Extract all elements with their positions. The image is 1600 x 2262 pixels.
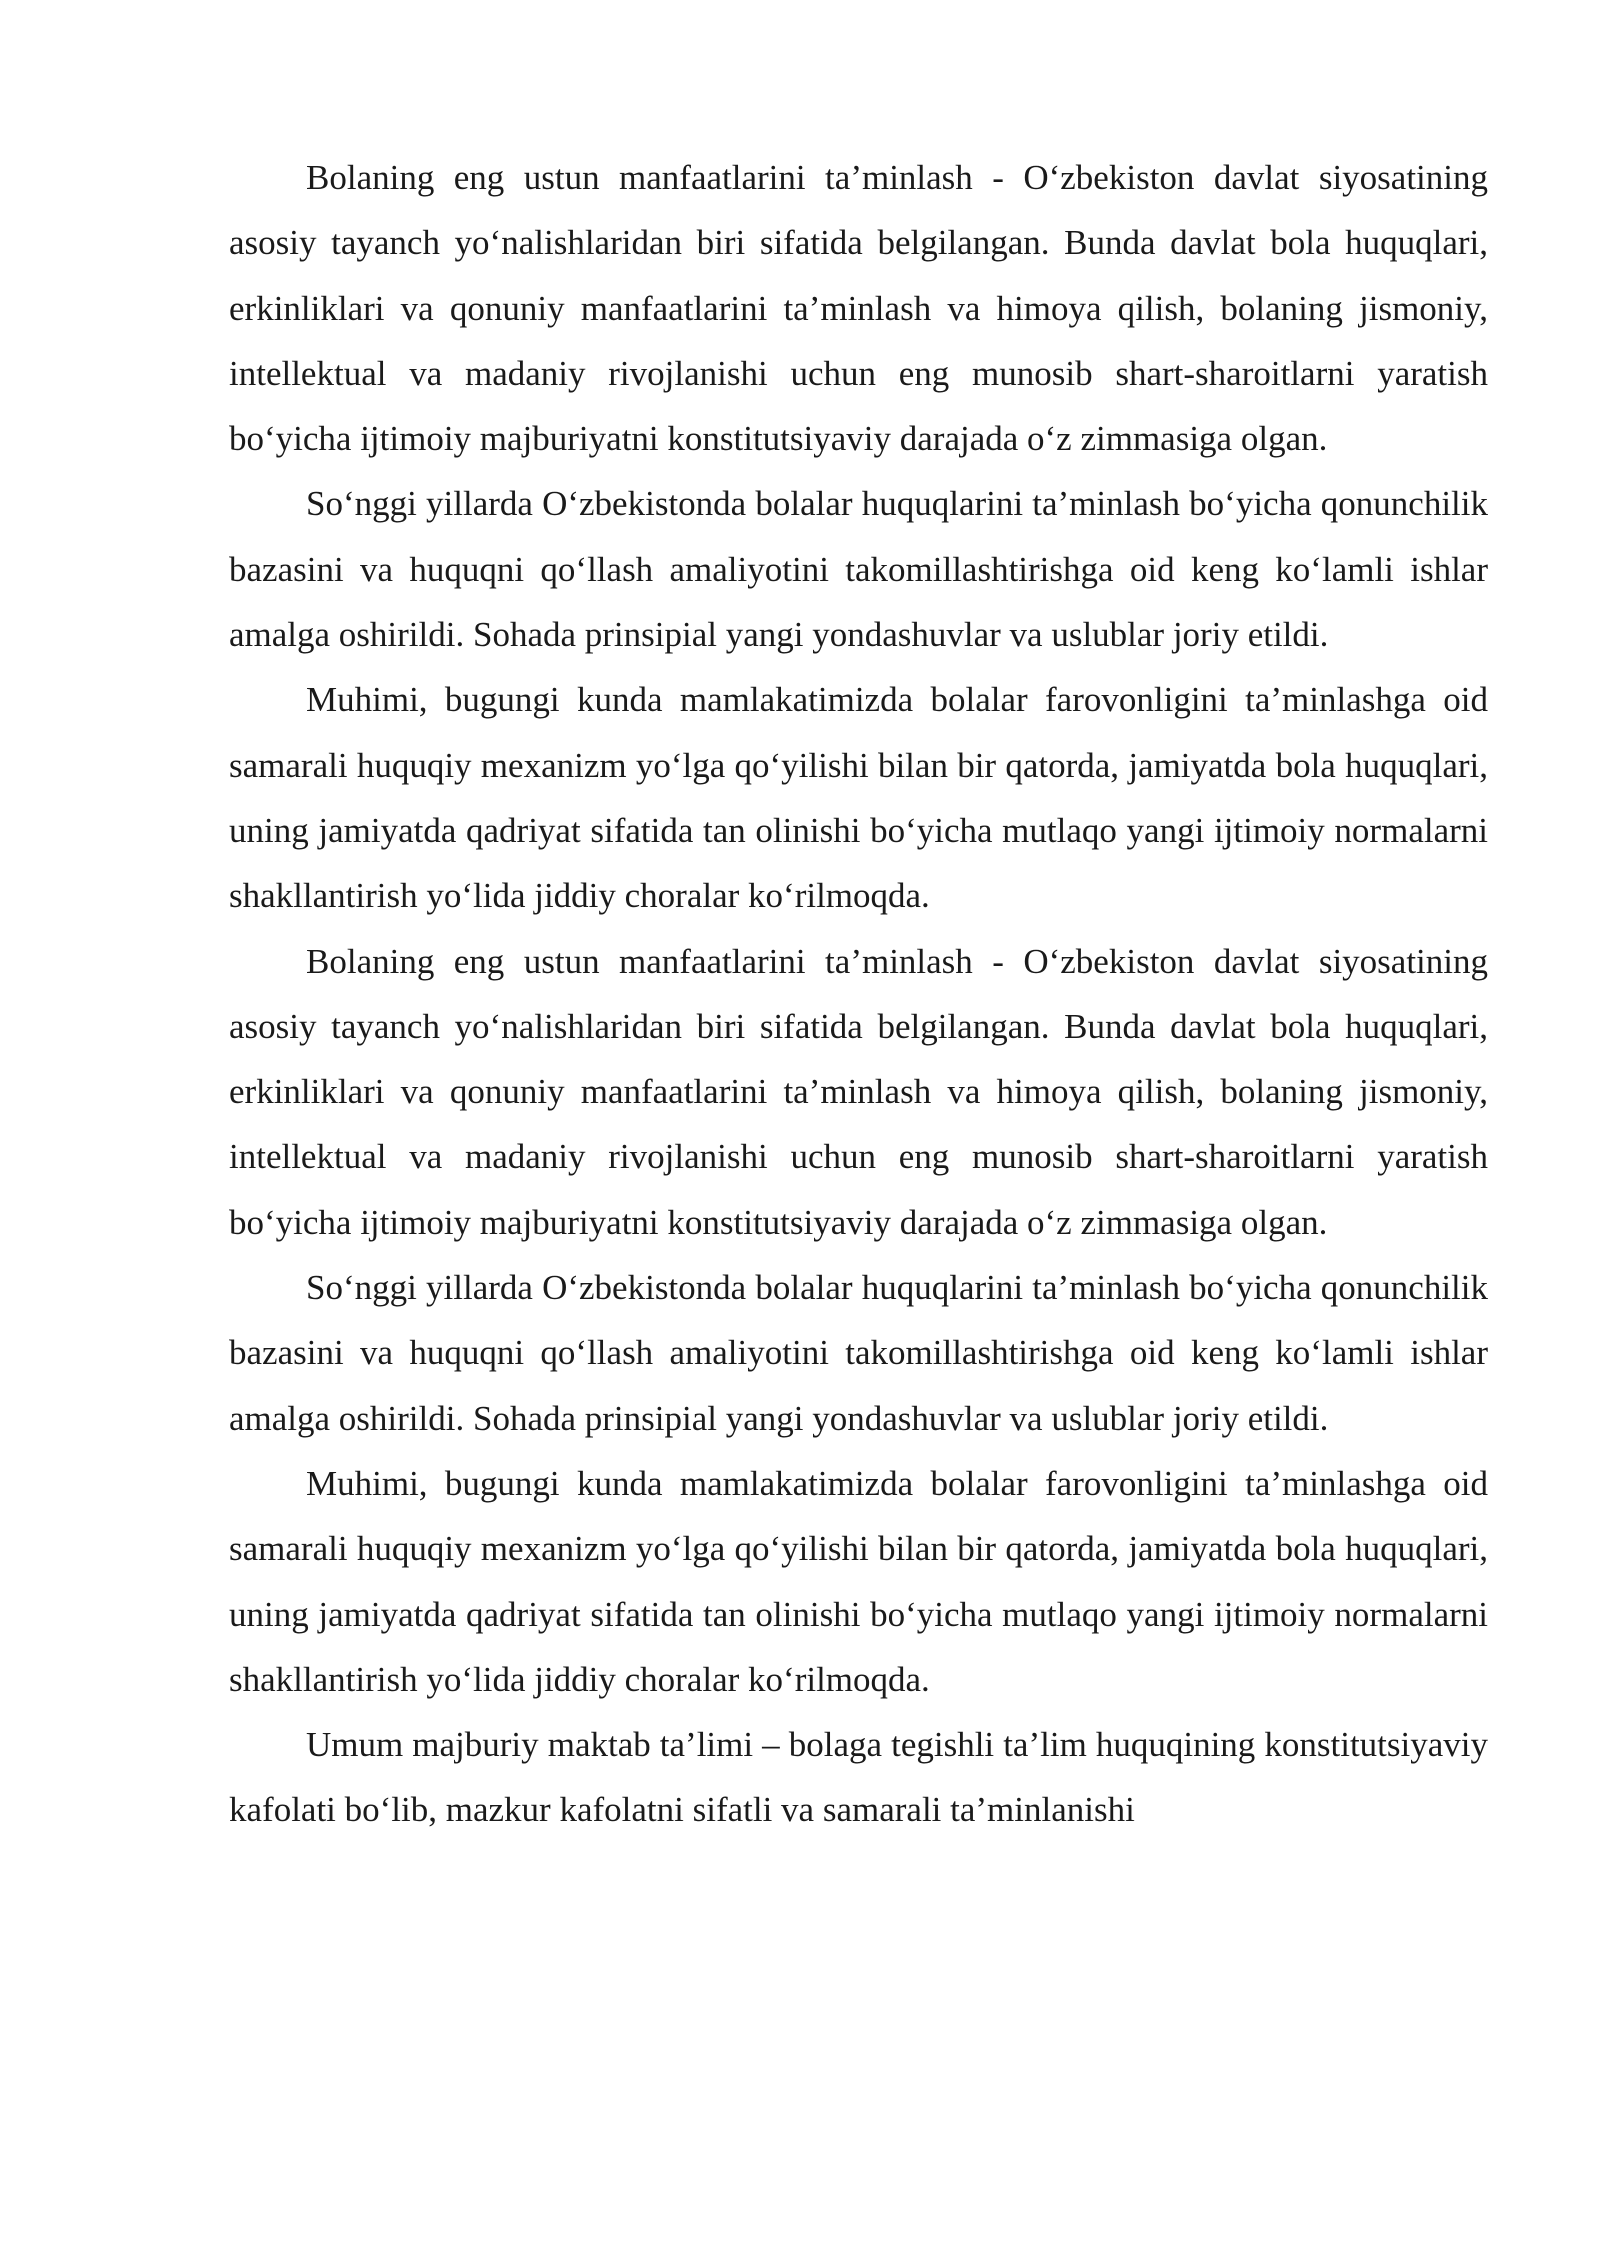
document-body <box>229 145 1488 1843</box>
paragraph-1: Bolaning eng ustun manfaatlarini ta’minlash - O‘zbekiston davlat siyosatining asosiy tayanch yo‘nalishlaridan biri sifatida belgilangan. Bunda davlat bola huquqlari, erkinliklari va qonuniy manfaatlarini ta’minlash va himoya qilish, bolaning jismoniy, intellektual va madaniy rivojlanishi uchun eng munosib shart-sharoitlarni yaratish bo‘yicha ijtimoiy majburiyatni konstitutsiyaviy darajada o‘z zimmasiga olgan. <box>229 158 1488 459</box>
paragraph-7: Umum majburiy maktab ta’limi – bolaga tegishli ta’lim huquqining konstitutsiyaviy kafolati bo‘lib, mazkur kafolatni sifatli va samarali ta’minlanishi <box>229 1725 1488 1830</box>
paragraph-4: Bolaning eng ustun manfaatlarini ta’minlash - O‘zbekiston davlat siyosatining asosiy tayanch yo‘nalishlaridan biri sifatida belgilangan. Bunda davlat bola huquqlari, erkinliklari va qonuniy manfaatlarini ta’minlash va himoya qilish, bolaning jismoniy, intellektual va madaniy rivojlanishi uchun eng munosib shart-sharoitlarni yaratish bo‘yicha ijtimoiy majburiyatni konstitutsiyaviy darajada o‘z zimmasiga olgan. <box>229 941 1488 1242</box>
paragraph-3: Muhimi, bugungi kunda mamlakatimizda bolalar farovonligini ta’minlashga oid samarali huquqiy mexanizm yo‘lga qo‘yilishi bilan bir qatorda, jamiyatda bola huquqlari, uning jamiyatda qadriyat sifatida tan olinishi bo‘yicha mutlaqo yangi ijtimoiy normalarni shakllantirish yo‘lida jiddiy choralar ko‘rilmoqda. <box>229 680 1488 916</box>
paragraph-6: Muhimi, bugungi kunda mamlakatimizda bolalar farovonligini ta’minlashga oid samarali huquqiy mexanizm yo‘lga qo‘yilishi bilan bir qatorda, jamiyatda bola huquqlari, uning jamiyatda qadriyat sifatida tan olinishi bo‘yicha mutlaqo yangi ijtimoiy normalarni shakllantirish yo‘lida jiddiy choralar ko‘rilmoqda. <box>229 1463 1488 1699</box>
paragraph-5: So‘nggi yillarda O‘zbekistonda bolalar huquqlarini ta’minlash bo‘yicha qonunchilik bazasini va huquqni qo‘llash amaliyotini takomillashtirishga oid keng ko‘lamli ishlar amalga oshirildi. Sohada prinsipial yangi yondashuvlar va uslublar joriy etildi. <box>229 1268 1488 1438</box>
paragraph-2: So‘nggi yillarda O‘zbekistonda bolalar huquqlarini ta’minlash bo‘yicha qonunchilik bazasini va huquqni qo‘llash amaliyotini takomillashtirishga oid keng ko‘lamli ishlar amalga oshirildi. Sohada prinsipial yangi yondashuvlar va uslublar joriy etildi. <box>229 484 1488 655</box>
